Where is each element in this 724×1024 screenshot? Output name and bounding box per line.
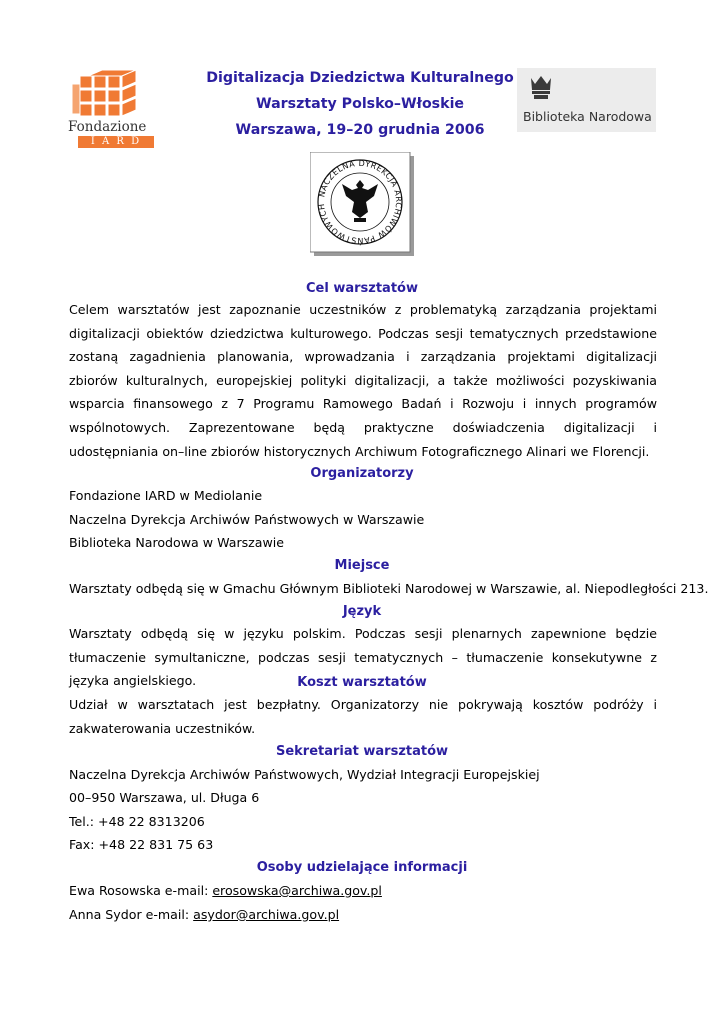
organizer-2: Naczelna Dyrekcja Archiwów Państwowych w Warszawie xyxy=(69,512,425,527)
contact-2-label: Anna Sydor e-mail: xyxy=(69,907,194,922)
contact-1-email-link[interactable]: erosowska@archiwa.gov.pl xyxy=(212,883,382,898)
contact-2 xyxy=(69,907,339,922)
bn-logo-text: Biblioteka Narodowa xyxy=(523,109,652,124)
heading-cel: Cel warsztatów xyxy=(306,281,418,296)
heading-sekretariat: Sekretariat warsztatów xyxy=(275,744,449,759)
biblioteka-narodowa-logo xyxy=(517,68,656,132)
contact-1-label: Ewa Rosowska e-mail: xyxy=(69,883,213,898)
heading-miejsce: Miejsce xyxy=(334,558,390,573)
eagle-seal-icon xyxy=(310,152,414,256)
iard-logo-name: Fondazione xyxy=(68,119,147,135)
heading-organizatorzy: Organizatorzy xyxy=(310,466,414,481)
organizer-1: Fondazione IARD w Mediolanie xyxy=(69,488,263,503)
title-line-1: Digitalizacja Dziedzictwa Kulturalnego xyxy=(206,70,514,86)
archives-seal xyxy=(310,152,414,256)
secretariat-line-1: Naczelna Dyrekcja Archiwów Państwowych, Wydział Integracji Europejskiej xyxy=(69,767,540,782)
iard-logo-bar: I A R D xyxy=(78,136,154,148)
crown-icon xyxy=(529,74,553,100)
title-line-3: Warszawa, 19–20 grudnia 2006 xyxy=(235,122,485,138)
secretariat-phone: Tel.: +48 22 8313206 xyxy=(69,814,205,829)
organizer-3: Biblioteka Narodowa w Warszawie xyxy=(69,535,285,550)
secretariat-fax: Fax: +48 22 831 75 63 xyxy=(69,837,214,852)
fondazione-iard-logo xyxy=(70,70,156,150)
heading-jezyk: Język xyxy=(342,604,382,619)
contact-2-email-link[interactable]: asydor@archiwa.gov.pl xyxy=(193,907,340,922)
title-line-2: Warsztaty Polsko–Włoskie xyxy=(255,96,465,112)
seal-text: NACZELNA DYREKCJA ARCHIWÓW PAŃSTWOWYCH xyxy=(316,158,404,246)
koszt-paragraph: Udział w warsztatach jest bezpłatny. Organizatorzy nie pokrywają kosztów podróży i zakwaterowania uczestników. xyxy=(69,697,657,736)
contact-1 xyxy=(69,883,382,898)
heading-osoby: Osoby udzielające informacji xyxy=(256,860,468,875)
heading-koszt: Koszt warsztatów xyxy=(297,675,427,690)
cel-paragraph: Celem warsztatów jest zapoznanie uczestników z problematyką zarządzania projektami digitalizacji obiektów dziedzictwa kulturowego. Podczas sesji tematycznych przedstawione zostaną zagadnienia planowania, wprowadzania i zarządzania projektami digitalizacji zbiorów kulturalnych, europejskiej polityki digitalizacji, a także możliwości pozyskiwania wsparcia finansowego z 7 Programu Ramowego Badań i Rozwoju i innych programów wspólnotowych. Zaprezentowane będą praktyczne doświadczenia digitalizacji i udostępniania on–line zbiorów historycznych Archiwum Fotograficznego Alinari we Florencji. xyxy=(69,302,657,459)
secretariat-line-2: 00–950 Warszawa, ul. Długa 6 xyxy=(69,790,260,805)
jezyk-paragraph: Warsztaty odbędą się w języku polskim. Podczas sesji plenarnych zapewnione będzie tłumaczenie symultaniczne, podczas sesji tematycznych – tłumaczenie konsekutywne z języka angielskiego. xyxy=(69,626,657,689)
miejsce-text: Warsztaty odbędą się w Gmachu Głównym Biblioteki Narodowej w Warszawie, al. Niepodległości 213. xyxy=(69,581,709,596)
